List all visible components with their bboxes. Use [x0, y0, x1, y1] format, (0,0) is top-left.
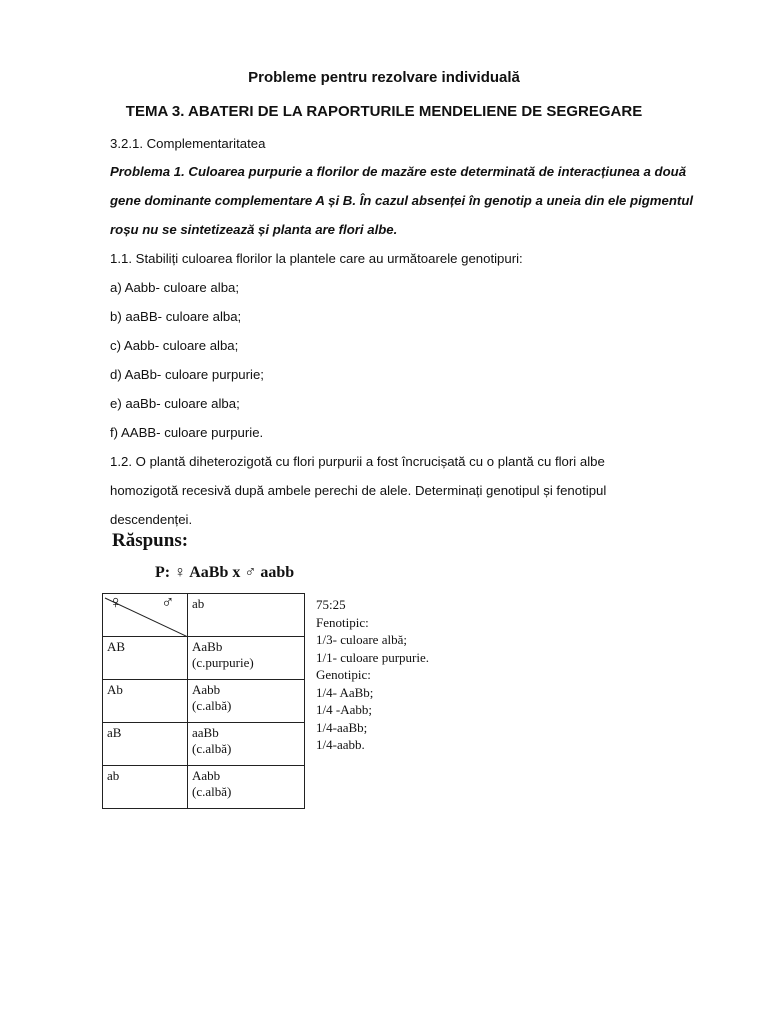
list-item: e) aaBb- culoare alba;	[110, 396, 240, 411]
parental-cross	[155, 564, 294, 582]
offspring-phenotype: (c.albă)	[192, 784, 232, 799]
offspring-cell	[188, 723, 305, 766]
cross-formula: ♀ AaBb x ♂ aabb	[174, 564, 295, 581]
table-row	[103, 766, 305, 809]
result-line: 1/4-aaBb;	[316, 719, 368, 735]
result-line: 1/4- AaBb;	[316, 684, 374, 700]
table-row	[103, 723, 305, 766]
male-icon: ♂	[161, 592, 175, 612]
problem-text-line-3: roșu nu se sintetizează și planta are flori albe.	[110, 222, 398, 237]
female-gamete: AB	[103, 637, 188, 680]
offspring-phenotype: (c.albă)	[192, 741, 232, 756]
cross-prefix: P:	[155, 564, 171, 581]
punnett-square	[102, 593, 305, 809]
result-line: Genotipic:	[316, 667, 371, 682]
list-item: a) Aabb- culoare alba;	[110, 280, 240, 295]
page-title: Probleme pentru rezolvare individuală	[248, 69, 520, 86]
offspring-phenotype: (c.purpurie)	[192, 655, 254, 670]
list-item: c) Aabb- culoare alba;	[110, 338, 239, 353]
result-line: 1/4 -Aabb;	[316, 702, 372, 717]
result-line: 1/1- culoare purpurie.	[316, 649, 429, 665]
offspring-genotype: aaBb	[192, 725, 219, 740]
offspring-cell	[188, 680, 305, 723]
list-item: f) AABB- culoare purpurie.	[110, 425, 264, 440]
result-line: 1/4-aabb.	[316, 737, 365, 752]
list-item: b) aaBB- culoare alba;	[110, 309, 242, 324]
offspring-genotype: Aabb	[192, 768, 221, 783]
offspring-genotype: AaBb	[192, 639, 223, 654]
offspring-genotype: Aabb	[192, 682, 221, 697]
offspring-phenotype: (c.albă)	[192, 698, 232, 713]
offspring-cell	[188, 637, 305, 680]
topic-heading: TEMA 3. ABATERI DE LA RAPORTURILE MENDELIENE DE SEGREGARE	[125, 103, 643, 120]
male-gamete-header: ab	[188, 594, 305, 637]
table-row	[103, 680, 305, 723]
section-heading: 3.2.1. Complementaritatea	[110, 136, 266, 151]
table-row	[103, 637, 305, 680]
offspring-cell	[188, 766, 305, 809]
result-line: Fenotipic:	[316, 614, 369, 630]
result-line: 75:25	[316, 597, 346, 612]
problem-text-line-1: Problema 1. Culoarea purpurie a florilor de mazăre este determinată de interacțiunea a două	[110, 164, 687, 179]
female-gamete: Ab	[103, 680, 188, 723]
task-2-text-line-1: 1.2. O plantă diheterozigotă cu flori purpurii a fost încrucișată cu o plantă cu flori albe	[110, 454, 605, 469]
problem-text-line-2: gene dominante complementare A și B. În cazul absenței în genotip a uneia din ele pigmentul	[110, 193, 694, 208]
segregation-results	[316, 596, 429, 754]
task-1-question: 1.1. Stabiliți culoarea florilor la plantele care au următoarele genotipuri:	[110, 251, 523, 266]
list-item: d) AaBb- culoare purpurie;	[110, 367, 264, 382]
task-2-text-line-3: descendenței.	[110, 512, 193, 527]
female-gamete: ab	[103, 766, 188, 809]
task-2-text-line-2: homozigotă recesivă după ambele perechi de alele. Determinați genotipul și fenotipul	[110, 483, 607, 498]
female-icon: ♀	[109, 592, 123, 612]
result-line: 1/3- culoare albă;	[316, 632, 407, 647]
punnett-corner-cell	[103, 594, 188, 637]
female-gamete: aB	[103, 723, 188, 766]
answer-label: Răspuns:	[112, 530, 189, 551]
